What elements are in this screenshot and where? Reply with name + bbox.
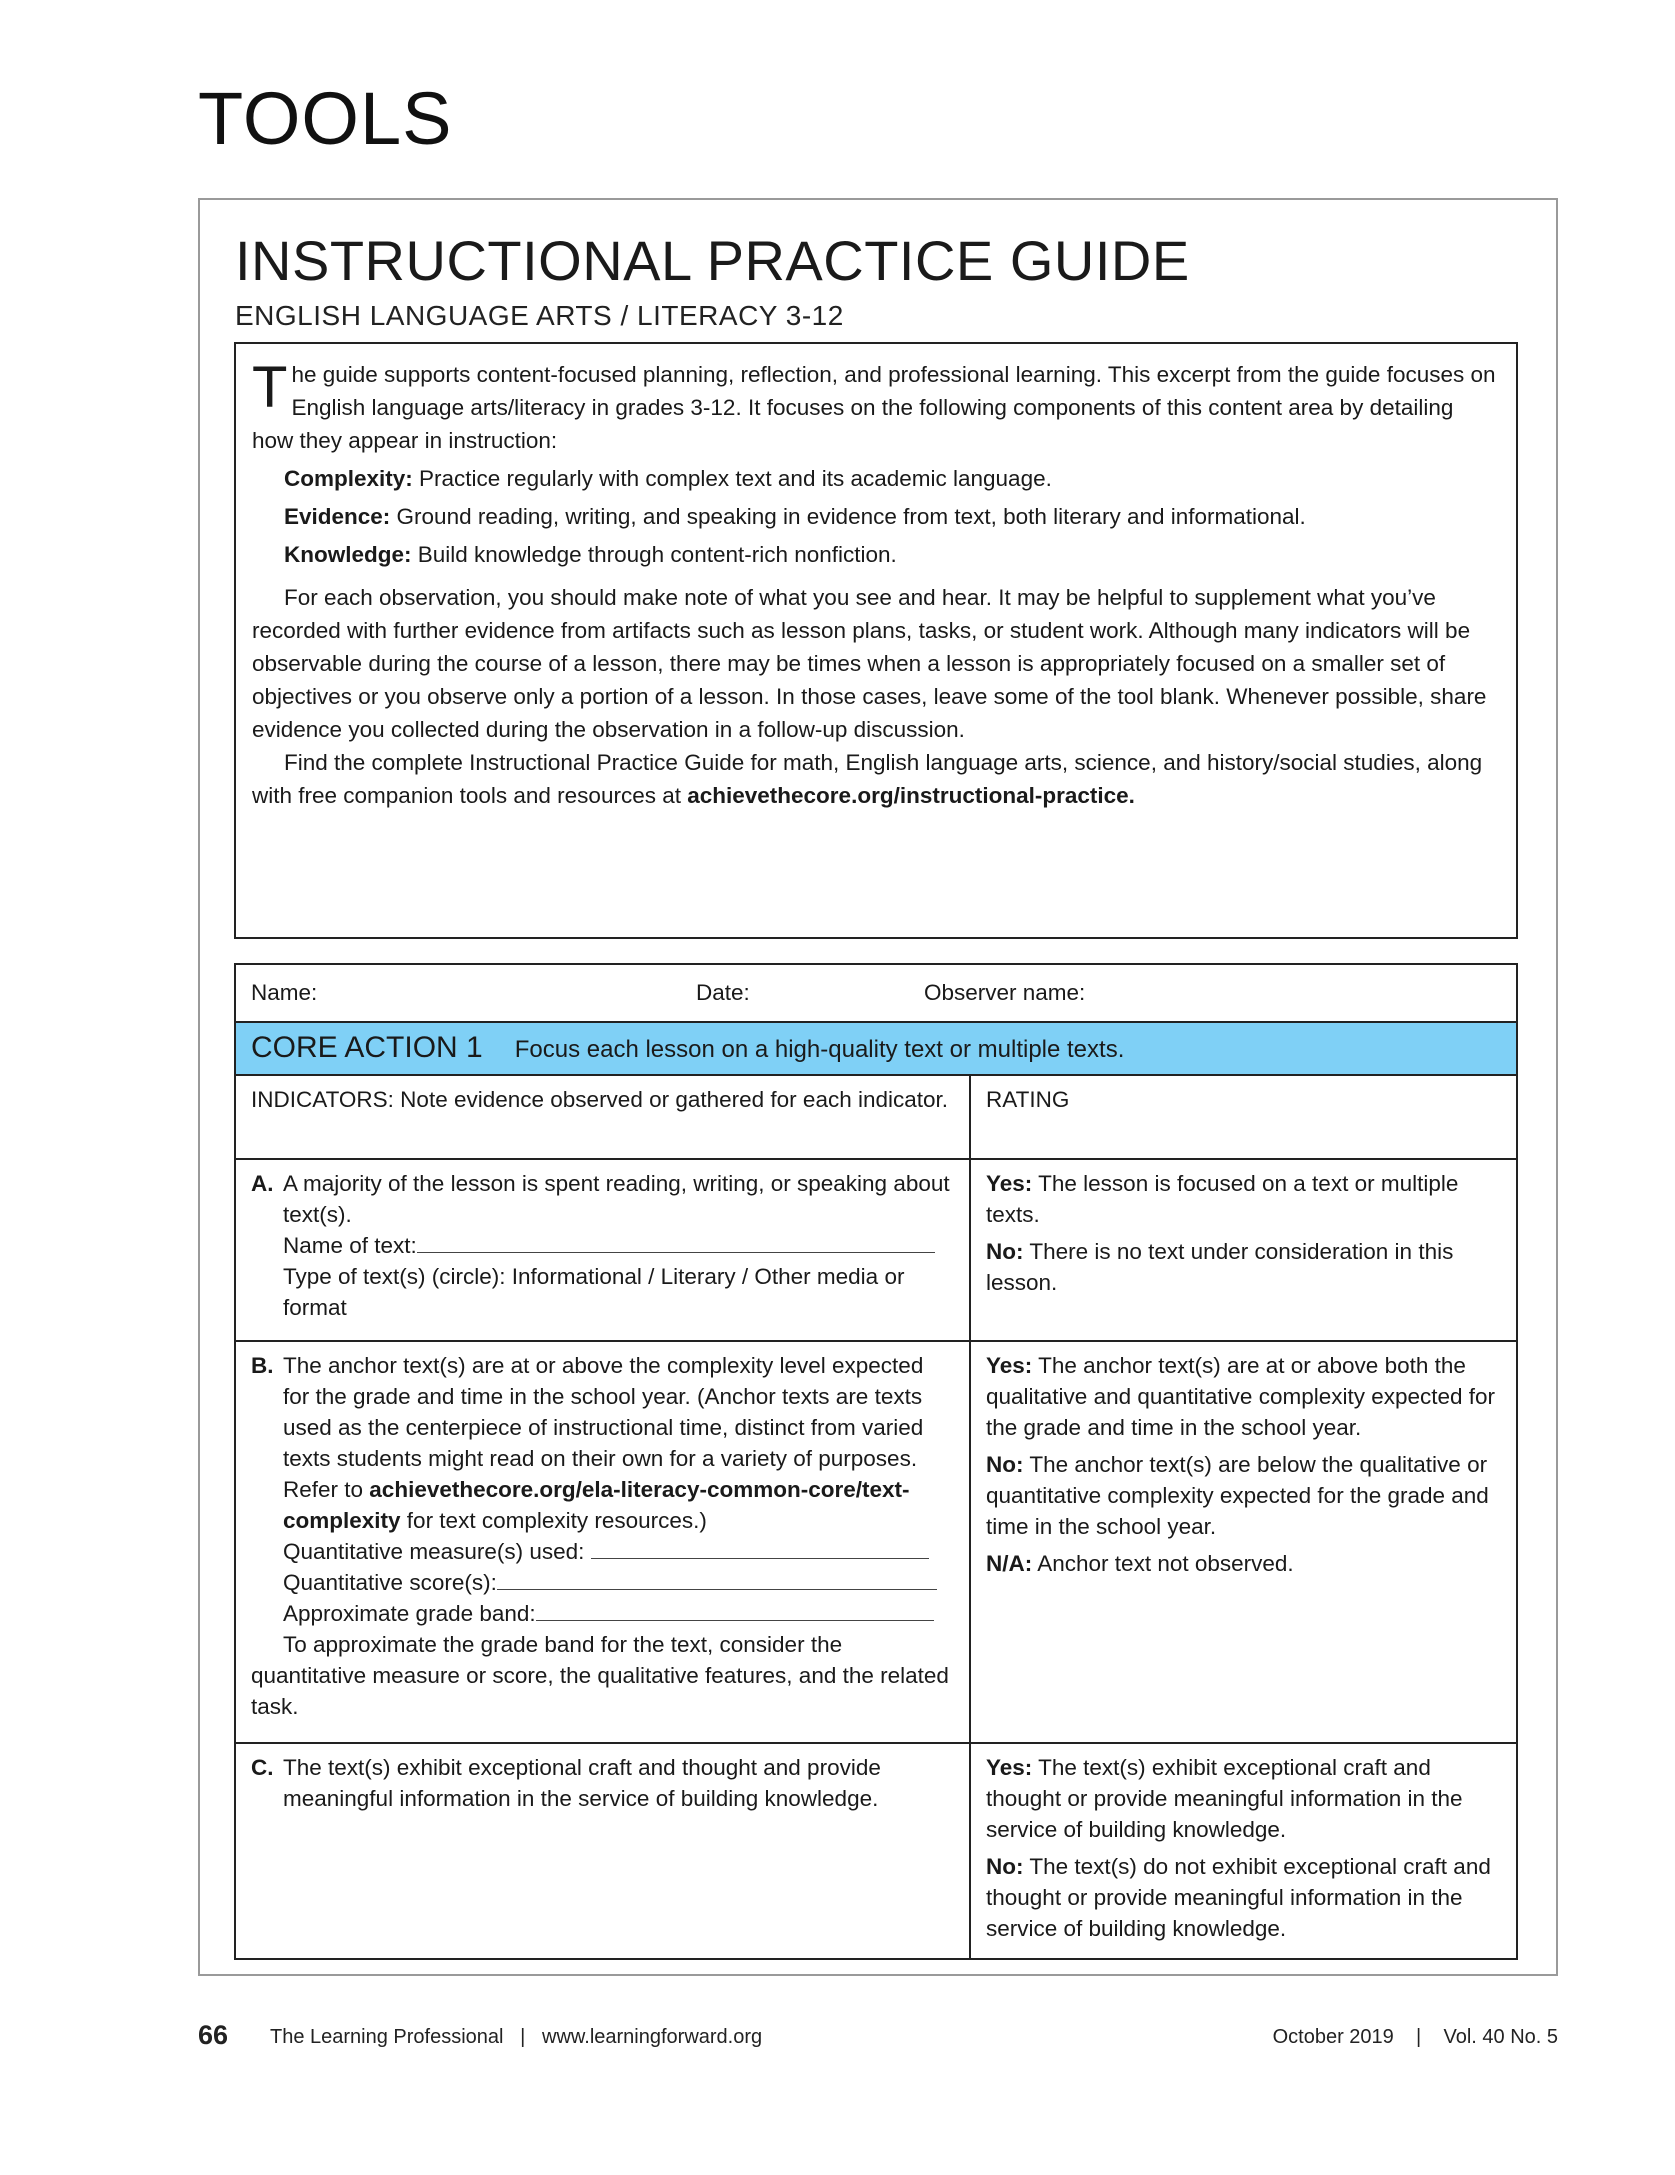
indicator-row-b (235, 1341, 1517, 1743)
rating-no[interactable]: No: The anchor text(s) are below the qualitative or quantitative complexity expected for the grade and time in the school year. (986, 1452, 1489, 1539)
indicator-c-text (251, 1752, 954, 1814)
component-text: Build knowledge through content-rich nonfiction. (411, 542, 897, 567)
rating-header: RATING (970, 1075, 1517, 1159)
section-title: TOOLS (198, 77, 453, 160)
indicator-letter: B. (251, 1353, 274, 1378)
guide-title: INSTRUCTIONAL PRACTICE GUIDE (235, 229, 1190, 292)
core-action-text: Focus each lesson on a high-quality text or multiple texts. (514, 1036, 1125, 1063)
quant-measure-field[interactable]: Quantitative measure(s) used: (251, 1536, 954, 1567)
indicator-letter: C. (251, 1755, 274, 1780)
component-knowledge (284, 539, 1500, 571)
complexity-link[interactable]: achievethecore.org/ela-literacy-common-core/text-complexity (283, 1477, 910, 1533)
intro-box (234, 342, 1518, 939)
indicator-b-text: B. The anchor text(s) are at or above the complexity level expected for the grade and time in the school year. (Anchor texts are texts used as the centerpiece of instructional time, distinct from varied texts students might read on their own for a variety of purposes. Refer to achievethecore.org/ela-literacy-common-core/text-complexity for text complexity resources.) (251, 1350, 954, 1536)
rating-c (970, 1743, 1517, 1959)
component-complexity (284, 463, 1500, 495)
indicator-description: The anchor text(s) are at or above the complexity level expected for the grade and time in the school year. (Anchor texts are texts used as the centerpiece of instructional time, distinct from varied texts students might read on their own for a variety of purposes. Refer to (283, 1353, 924, 1502)
indicator-description: A majority of the lesson is spent reading, writing, or speaking about text(s). (283, 1171, 950, 1227)
core-action-label: CORE ACTION 1 (251, 1031, 483, 1064)
grade-band-note: To approximate the grade band for the text, consider the quantitative measure or score, the qualitative features, and the related task. (251, 1632, 949, 1719)
table-header-row (235, 1075, 1517, 1159)
rating-no[interactable]: No: The text(s) do not exhibit exceptional craft and thought or provide meaningful information in the service of building knowledge. (986, 1854, 1491, 1941)
footer-website[interactable]: www.learningforward.org (542, 2026, 763, 2048)
rating-yes[interactable]: Yes: The text(s) exhibit exceptional craft and thought or provide meaningful information in the service of building knowledge. (986, 1755, 1463, 1842)
rating-b (970, 1341, 1517, 1743)
component-term: Complexity: (284, 466, 413, 491)
quant-score-field[interactable]: Quantitative score(s): (251, 1567, 954, 1598)
observer-field[interactable]: Observer name: (924, 980, 1086, 1005)
resources-paragraph (252, 746, 1500, 812)
name-field[interactable]: Name: (251, 980, 318, 1005)
observation-paragraph: For each observation, you should make note of what you see and hear. It may be helpful to supplement what you’ve recorded with further evidence from artifacts such as lesson plans, tasks, or student work. Although many indicators will be observable during the course of a lesson, there may be times when a lesson is appropriately focused on a smaller set of objectives or you observe only a portion of a lesson. In those cases, leave some of the tool blank. Whenever possible, share evidence you collected during the observation in a follow-up discussion. (252, 585, 1487, 742)
drop-cap: T (252, 355, 288, 420)
rating-yes[interactable]: Yes: The lesson is focused on a text or multiple texts. (986, 1171, 1459, 1227)
indicator-description: The text(s) exhibit exceptional craft and thought and provide meaningful information in the service of building knowledge. (283, 1755, 881, 1811)
rating-yes[interactable]: Yes: The anchor text(s) are at or above both the qualitative and quantitative complexity expected for the grade and time in the school year. (986, 1353, 1496, 1440)
indicator-letter: A. (251, 1171, 274, 1196)
footer-issue: October 2019 | Vol. 40 No. 5 (1272, 2026, 1558, 2048)
name-row (235, 964, 1517, 1022)
resources-link[interactable]: achievethecore.org/instructional-practice. (687, 783, 1135, 808)
intro-paragraph (252, 355, 1500, 457)
indicator-row-c (235, 1743, 1517, 1959)
indicator-a-text (251, 1168, 954, 1230)
grade-band-field[interactable]: Approximate grade band: (251, 1598, 954, 1629)
component-term: Evidence: (284, 504, 391, 529)
component-term: Knowledge: (284, 542, 412, 567)
guide-subtitle: ENGLISH LANGUAGE ARTS / LITERACY 3-12 (235, 300, 844, 331)
date-field[interactable]: Date: (696, 980, 750, 1005)
resources-text: Find the complete Instructional Practice Guide for math, English language arts, science, and history/social studies, along with free companion tools and resources at (252, 750, 1483, 808)
component-text: Practice regularly with complex text and its academic language. (412, 466, 1052, 491)
indicators-header: INDICATORS: Note evidence observed or gathered for each indicator. (235, 1075, 970, 1159)
footer-publication: The Learning Professional | www.learningforward.org (270, 2026, 763, 2048)
type-of-text-field[interactable]: Type of text(s) (circle): Informational / Literary / Other media or format (283, 1264, 905, 1320)
core-action-row (235, 1022, 1517, 1075)
name-of-text-field[interactable]: Name of text: (251, 1230, 954, 1261)
component-text: Ground reading, writing, and speaking in evidence from text, both literary and informational. (390, 504, 1306, 529)
page-number: 66 (198, 2020, 229, 2050)
rating-a (970, 1159, 1517, 1341)
observation-table (234, 963, 1518, 1960)
rating-no[interactable]: No: There is no text under consideration in this lesson. (986, 1239, 1454, 1295)
indicator-row-a (235, 1159, 1517, 1341)
rating-na[interactable]: N/A: Anchor text not observed. (986, 1551, 1294, 1576)
intro-text: he guide supports content-focused planning, reflection, and professional learning. This excerpt from the guide focuses on English language arts/literacy in grades 3-12. It focuses on the following components of this content area by detailing how they appear in instruction: (252, 362, 1496, 453)
component-evidence (284, 501, 1500, 533)
